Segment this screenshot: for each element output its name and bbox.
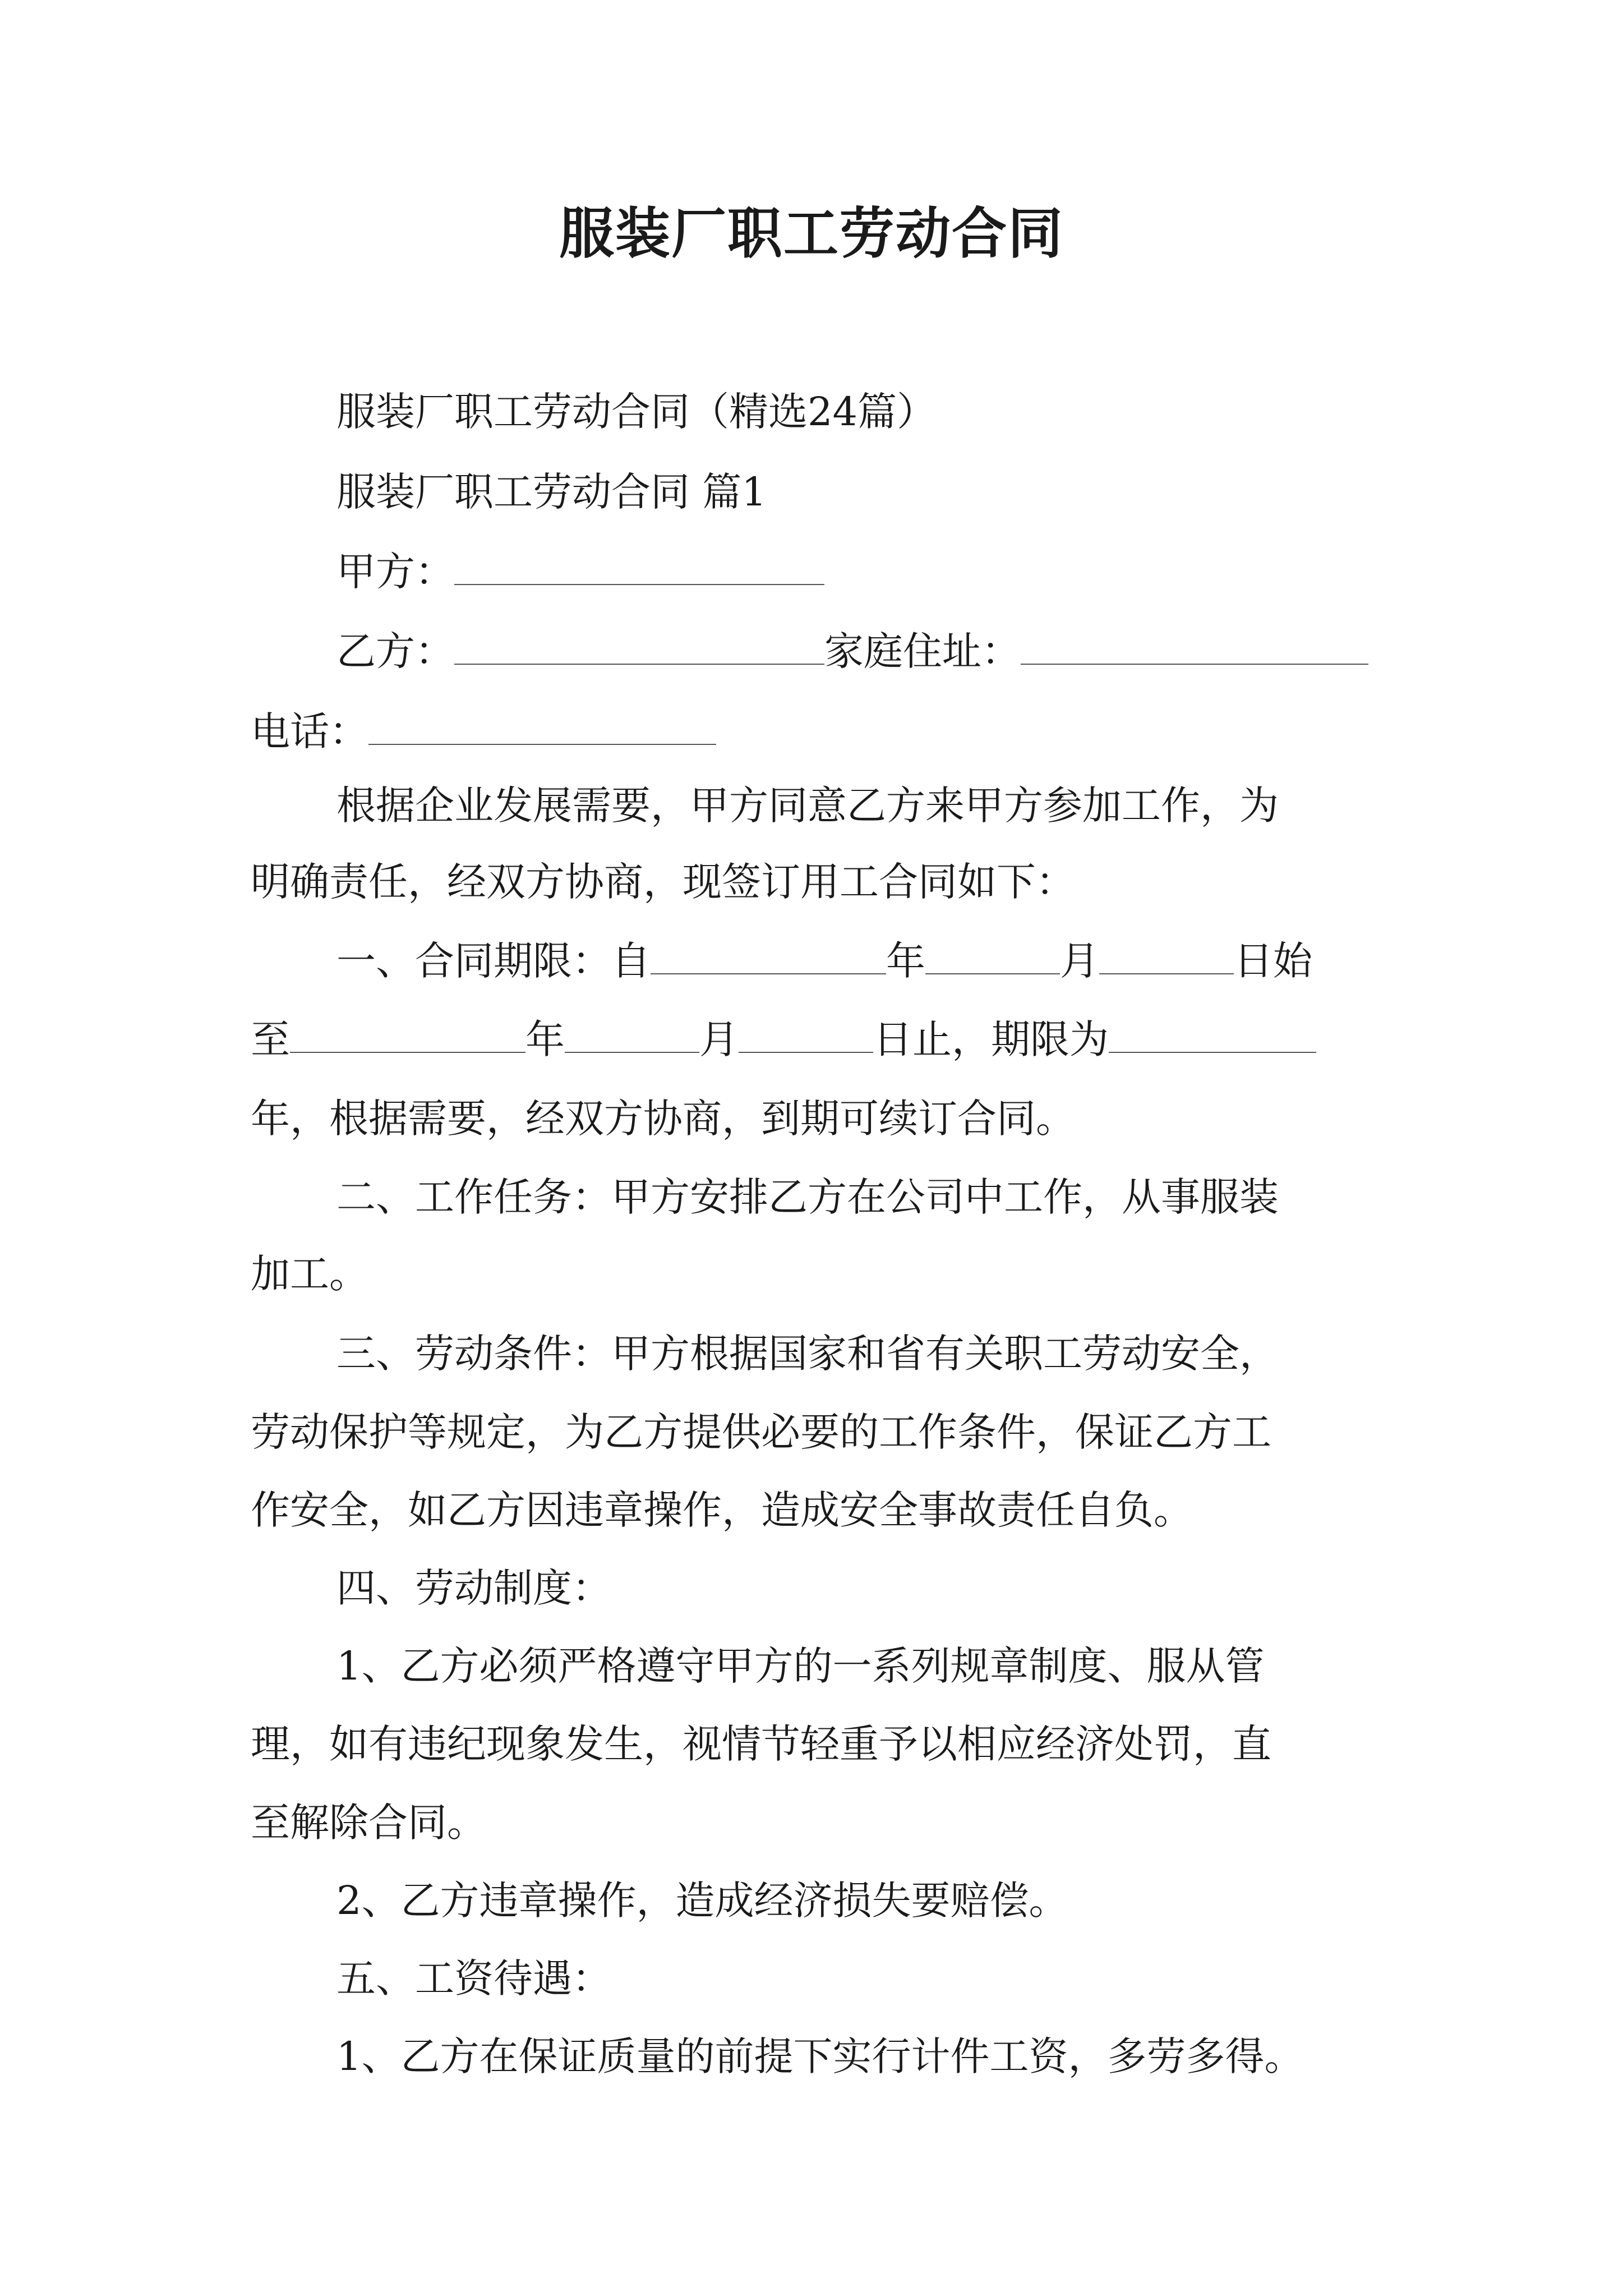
task-line-1: 二、工作任务：甲方安排乙方在公司中工作，从事服装 [336, 1174, 1279, 1220]
wages-heading: 五、工资待遇： [336, 1955, 611, 2001]
start-day-blank [1099, 938, 1234, 974]
term-length-blank [1109, 1017, 1316, 1053]
term-to-label: 至 [251, 1016, 290, 1062]
term-month-label: 月 [1060, 938, 1099, 984]
term-line-3: 年，根据需要，经双方协商，到期可续订合同。 [251, 1096, 1075, 1142]
phone-line [251, 703, 716, 760]
term-year-label: 年 [886, 938, 925, 984]
term-day-end-label: 日止，期限为 [873, 1016, 1109, 1062]
system-1-line-3: 至解除合同。 [251, 1800, 486, 1846]
start-month-blank [925, 938, 1060, 974]
conditions-line-2: 劳动保护等规定，为乙方提供必要的工作条件，保证乙方工 [251, 1409, 1271, 1455]
wages-1-line: 1、乙方在保证质量的前提下实行计件工资，多劳多得。 [336, 2033, 1304, 2079]
party-b-label: 乙方： [336, 628, 454, 674]
party-b-blank [454, 629, 824, 665]
home-address-label: 家庭住址： [824, 628, 1021, 674]
term-line-2 [251, 1011, 1316, 1068]
task-line-2: 加工。 [251, 1251, 368, 1297]
intro-line-1: 根据企业发展需要，甲方同意乙方来甲方参加工作，为 [336, 783, 1279, 829]
term-line-1 [336, 933, 1312, 989]
term-end-month-label: 月 [699, 1016, 739, 1062]
party-b-line [336, 623, 1368, 679]
conditions-line-3: 作安全，如乙方因违章操作，造成安全事故责任自负。 [251, 1487, 1193, 1533]
party-a-line [336, 544, 824, 600]
end-month-blank [565, 1017, 699, 1053]
system-1-line-1: 1、乙方必须严格遵守甲方的一系列规章制度、服从管 [336, 1643, 1265, 1689]
start-year-blank [651, 938, 886, 974]
section-heading: 服装厂职工劳动合同 篇1 [336, 469, 767, 515]
conditions-line-1: 三、劳动条件：甲方根据国家和省有关职工劳动安全， [336, 1331, 1279, 1377]
end-day-blank [739, 1017, 873, 1053]
system-1-line-2: 理，如有违纪现象发生，视情节轻重予以相应经济处罚，直 [251, 1721, 1271, 1767]
term-prefix: 一、合同期限：自 [336, 938, 651, 984]
home-address-blank [1021, 629, 1368, 665]
phone-label: 电话： [251, 708, 368, 754]
document-title: 服装厂职工劳动合同 [559, 202, 1064, 266]
system-2-line: 2、乙方违章操作，造成经济损失要赔偿。 [336, 1878, 1068, 1924]
party-a-blank [454, 549, 824, 585]
document-subtitle: 服装厂职工劳动合同（精选24篇） [336, 389, 937, 435]
term-day-start-label: 日始 [1234, 938, 1312, 984]
phone-blank [368, 709, 716, 745]
term-end-year-label: 年 [525, 1016, 565, 1062]
party-a-label: 甲方： [336, 549, 454, 595]
end-year-blank [290, 1017, 525, 1053]
intro-line-2: 明确责任，经双方协商，现签订用工合同如下： [251, 859, 1075, 905]
system-heading: 四、劳动制度： [336, 1565, 611, 1611]
